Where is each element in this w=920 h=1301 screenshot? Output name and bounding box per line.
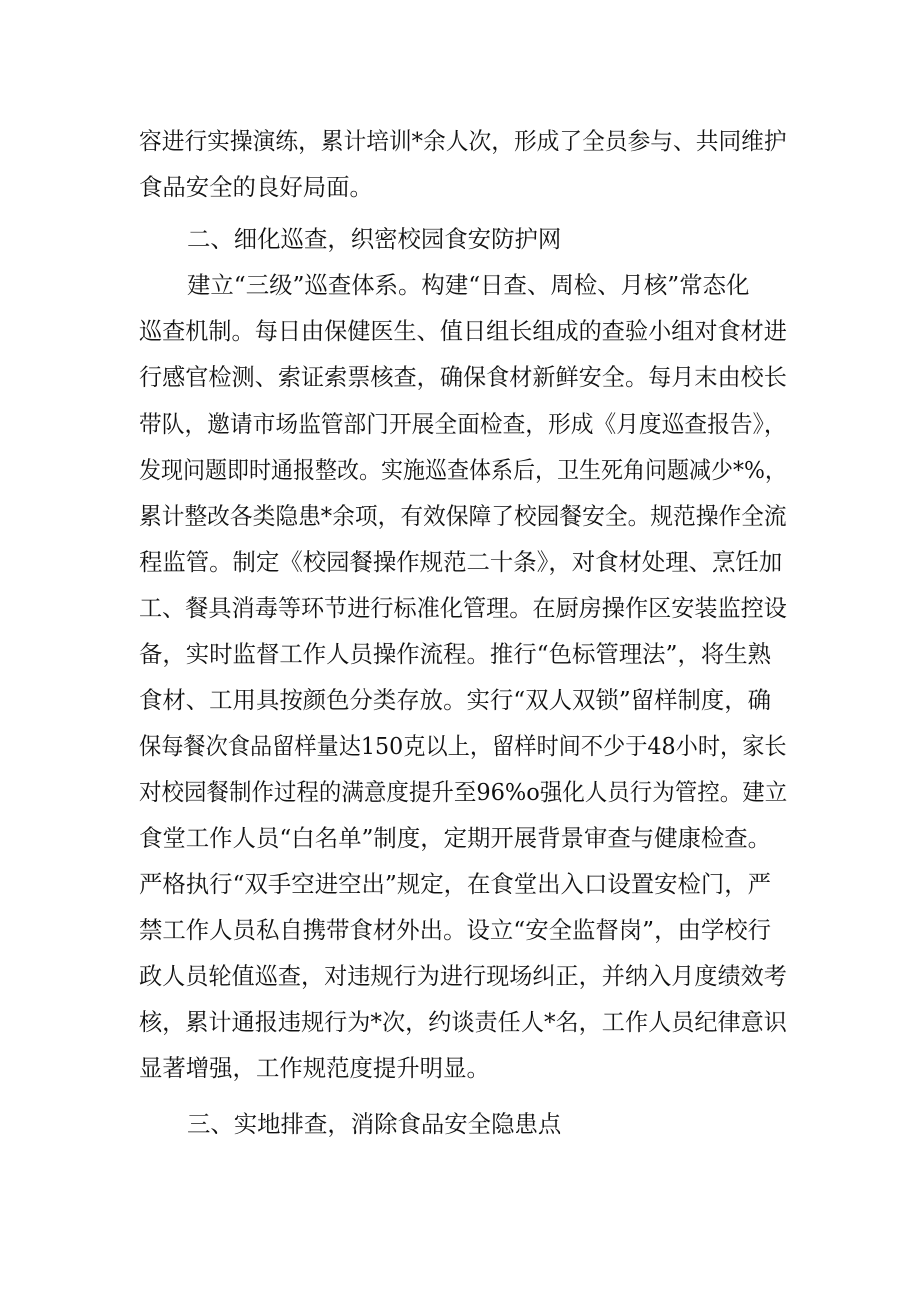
paragraph-line: 食材、工用具按颜色分类存放。实行“双人双锁”留样制度，确: [139, 686, 772, 714]
paragraph-line: 容进行实操演练，累计培训*余人次，形成了全员参与、共同维护: [139, 127, 787, 155]
paragraph-line: 备，实时监督工作人员操作流程。推行“色标管理法”，将生熟: [139, 640, 772, 668]
paragraph-line: 保每餐次食品留样量达150克以上，留样时间不少于48小时，家长: [139, 732, 787, 760]
paragraph-line: 食堂工作人员“白名单”制度，定期开展背景审查与健康检查。: [139, 824, 772, 852]
paragraph-line: 核，累计通报违规行为*次，约谈责任人*名，工作人员纪律意识: [139, 1008, 787, 1036]
paragraph-line: 发现问题即时通报整改。实施巡查体系后，卫生死角问题减少*%，: [139, 456, 787, 484]
paragraph-line: 显著增强，工作规范度提升明显。: [139, 1054, 490, 1082]
paragraph-line: 累计整改各类隐患*余项，有效保障了校园餐安全。规范操作全流: [139, 502, 787, 530]
paragraph-line: 巡查机制。每日由保健医生、值日组长组成的查验小组对食材进: [139, 317, 787, 345]
paragraph-line: 建立“三级”巡查体系。构建“日查、周检、月核”常态化: [187, 271, 750, 299]
paragraph-line: 禁工作人员私自携带食材外出。设立“安全监督岗”，由学校行: [139, 916, 772, 944]
paragraph-line: 工、餐具消毒等环节进行标准化管理。在厨房操作区安装监控设: [139, 594, 787, 622]
paragraph-line: 严格执行“双手空进空出”规定，在食堂出入口设置安检门，严: [139, 870, 772, 898]
paragraph-line: 对校园餐制作过程的满意度提升至96%o强化人员行为管控。建立: [139, 778, 788, 806]
section-heading-2: 二、细化巡查，织密校园食安防护网: [187, 225, 562, 253]
paragraph-line: 政人员轮值巡查，对违规行为进行现场纠正，并纳入月度绩效考: [139, 962, 787, 990]
paragraph-line: 食品安全的良好局面。: [139, 173, 373, 201]
paragraph-line: 行感官检测、索证索票核查，确保食材新鲜安全。每月末由校长: [139, 363, 787, 391]
paragraph-line: 程监管。制定《校园餐操作规范二十条》，对食材处理、烹饪加: [139, 548, 783, 576]
section-heading-3: 三、实地排查，消除食品安全隐患点: [187, 1110, 562, 1138]
paragraph-line: 带队，邀请市场监管部门开展全面检查，形成《月度巡查报告》，: [139, 410, 787, 438]
